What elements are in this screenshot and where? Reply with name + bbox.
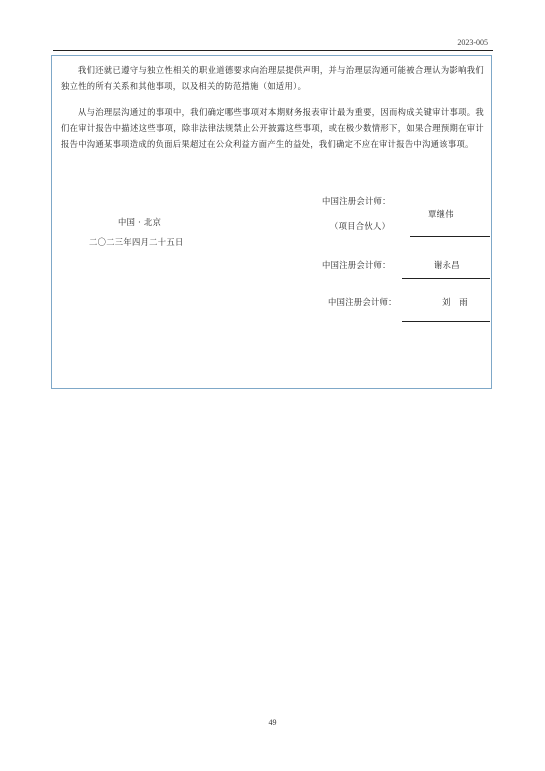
document-code: 2023-005 bbox=[457, 38, 488, 47]
partner-note: （项目合伙人） bbox=[330, 221, 391, 231]
signature-line-2 bbox=[402, 278, 490, 279]
cpa-name-1: 覃继伟 bbox=[428, 209, 454, 219]
cpa-label-3: 中国注册会计师： bbox=[328, 297, 397, 307]
cpa-name-3: 刘 雨 bbox=[442, 297, 468, 307]
cpa-label-1: 中国注册会计师： bbox=[322, 196, 391, 206]
signature-line-1 bbox=[410, 236, 490, 237]
independence-paragraph: 我们还就已遵守与独立性相关的职业道德要求向治理层提供声明，并与治理层沟通可能被合理认为影响我们独立性的所有关系和其他事项，以及相关的防范措施（如适用）。 bbox=[61, 65, 484, 91]
report-frame bbox=[51, 55, 492, 389]
signing-date: 二〇二三年四月二十五日 bbox=[89, 237, 184, 247]
cpa-name-2: 谢永昌 bbox=[434, 260, 460, 270]
key-audit-matters-paragraph: 从与治理层沟通过的事项中，我们确定哪些事项对本期财务报表审计最为重要，因而构成关键审计事项。我们在审计报告中描述这些事项，除非法律法规禁止公开披露这些事项，或在极少数情形下，如果合理预期在审计报告中沟通某事项造成的负面后果超过在公众利益方面产生的益处，我们确定不应在审计报告中沟通该事项。 bbox=[61, 107, 484, 149]
cpa-label-2: 中国注册会计师： bbox=[322, 260, 391, 270]
signature-line-3 bbox=[402, 321, 490, 322]
signing-place: 中国 · 北京 bbox=[118, 217, 162, 227]
page-number: 49 bbox=[268, 718, 277, 727]
header-rule bbox=[53, 50, 493, 51]
